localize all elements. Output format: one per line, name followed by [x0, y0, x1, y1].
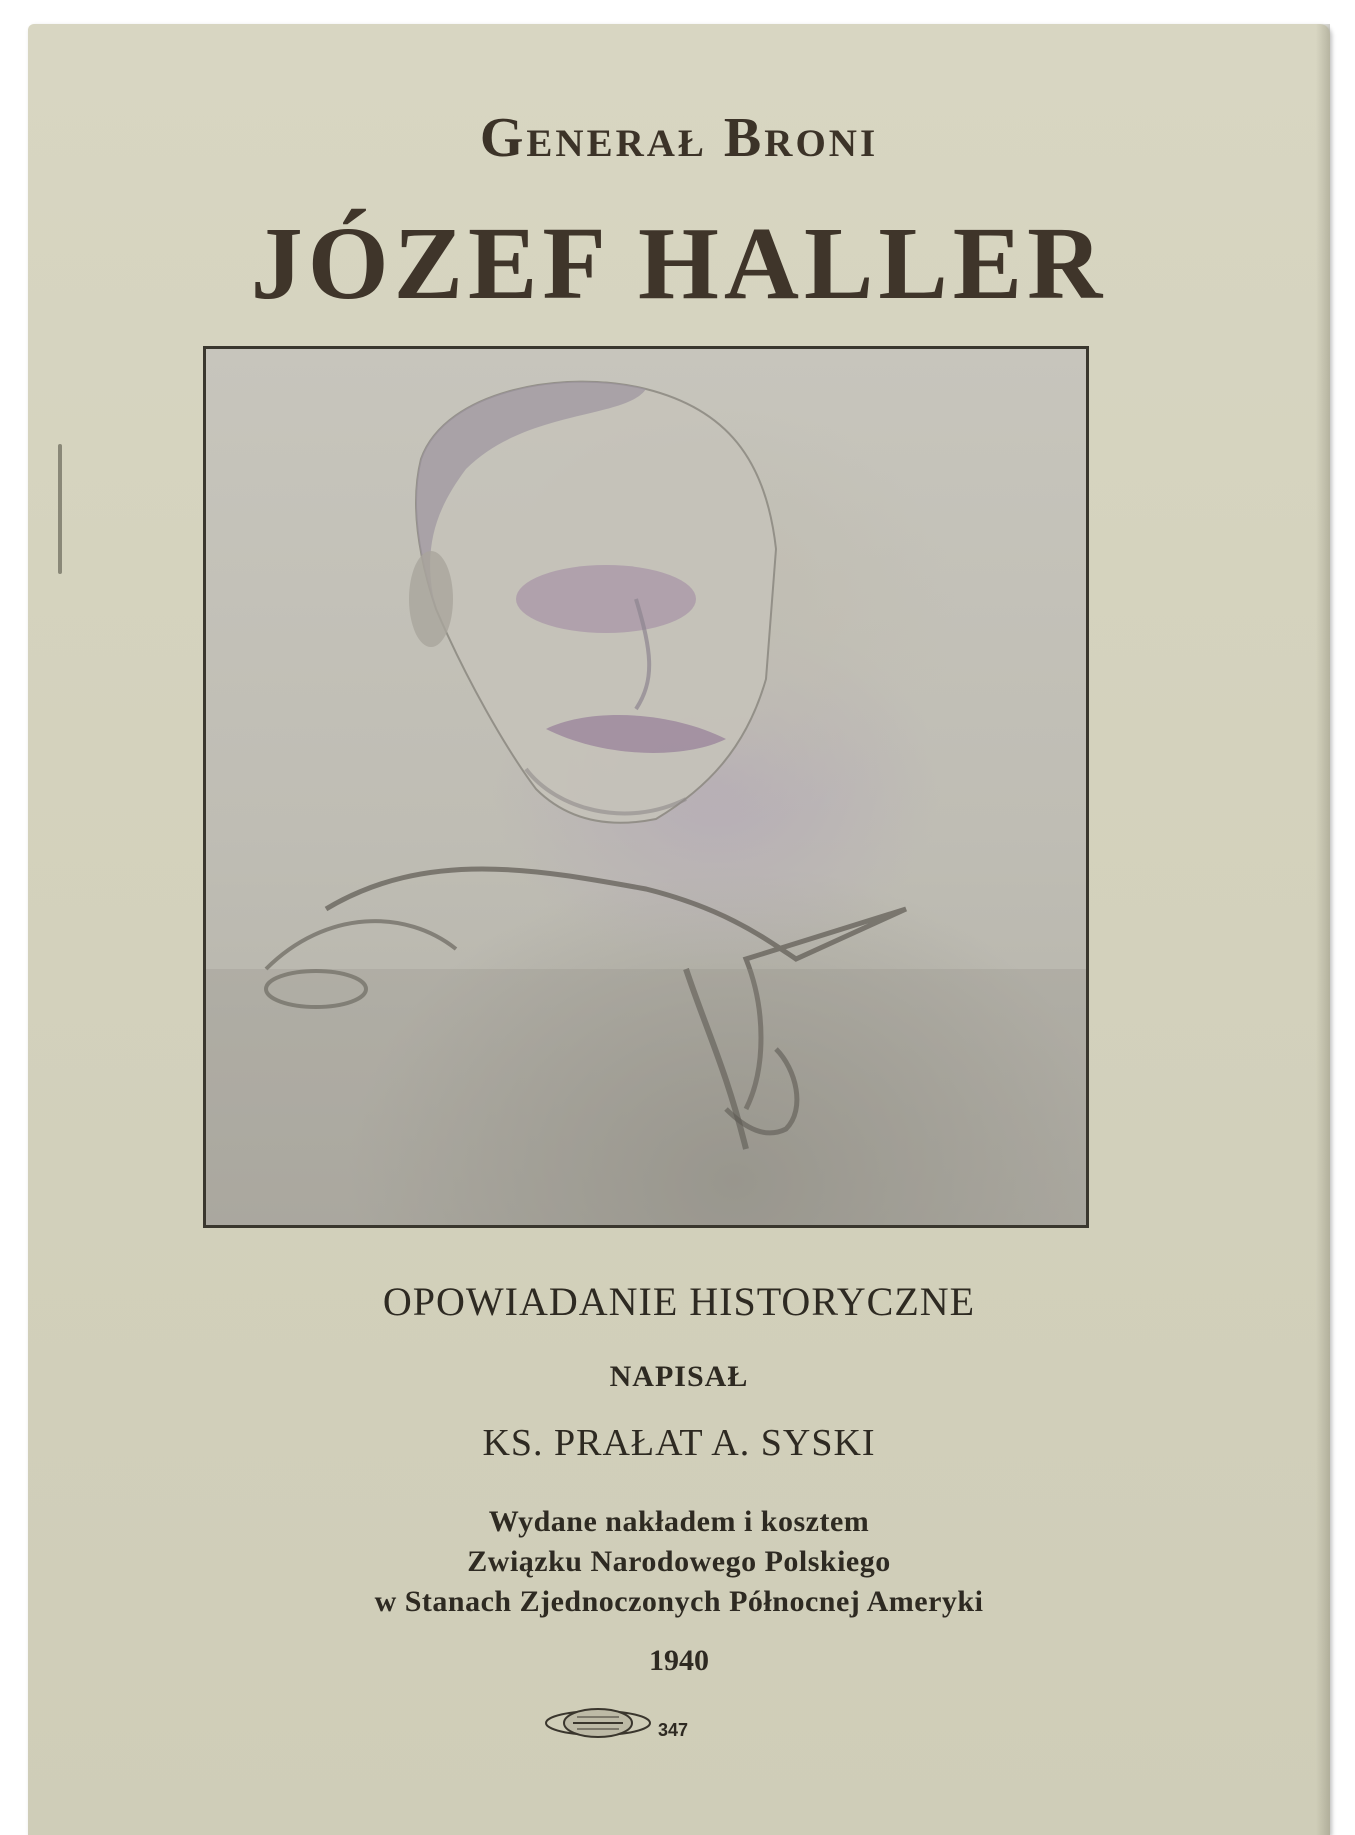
publication-year: 1940	[649, 1644, 709, 1677]
author-name: KS. PRAŁAT A. SYSKI	[482, 1422, 876, 1464]
union-label-number: 347	[658, 1720, 689, 1740]
booklet-cover	[28, 24, 1330, 1835]
publisher-block	[28, 1502, 1330, 1622]
title-name: JÓZEF HALLER	[250, 206, 1108, 321]
publisher-line: w Stanach Zjednoczonych Północnej Ameryki	[374, 1585, 984, 1618]
portrait-sketch	[206, 349, 1086, 1225]
publisher-line: Wydane nakładem i kosztem	[488, 1505, 870, 1538]
staple	[58, 444, 62, 574]
subtitle: OPOWIADANIE HISTORYCZNE	[382, 1279, 976, 1324]
publisher-line: Związku Narodowego Polskiego	[467, 1545, 891, 1578]
portrait-image	[203, 346, 1089, 1228]
union-label-icon	[543, 1704, 653, 1742]
title-rank: Generał Broni	[479, 107, 879, 169]
written-by-label: NAPISAŁ	[609, 1360, 749, 1393]
